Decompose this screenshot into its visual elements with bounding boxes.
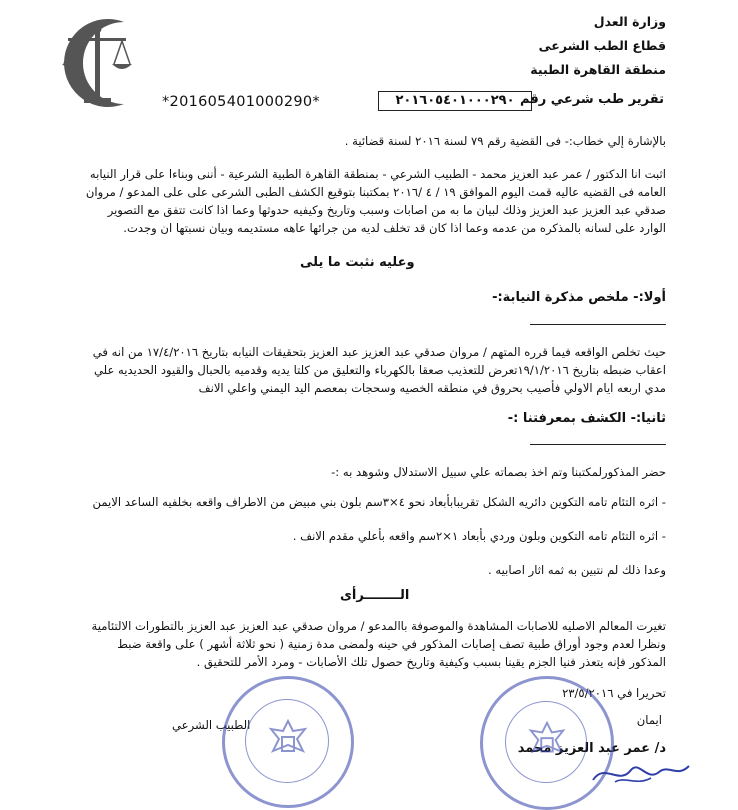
eagle-seal-icon xyxy=(525,719,569,763)
finding-3: وعدا ذلك لم نتبين به ثمه اثار اصابيه . xyxy=(488,563,666,577)
scales-of-justice-logo-icon xyxy=(38,14,156,112)
reference-line: بالإشارة إلي خطاب:- فى القضية رقم ٧٩ لسنة ٢٠١٦ لسنة قضائية . xyxy=(344,134,666,148)
doctor-title: الطبيب الشرعي xyxy=(172,718,251,732)
opinion-line-3: المذكور فإنه يتعذر فنيا الجزم يقينا بسبب وكيفية وتاريخ حصول تلك الأصابات - ومرد الأمر للتحقيق . xyxy=(196,655,666,669)
intro-line-3: صدقي عبد العزيز عبد العزيز وذلك لبيان ما به من اصابات وسبب وتاريخ وكيفيه حدوثها وعما اذا كانت تتفق مع التصوير xyxy=(107,203,666,217)
ministry-name: وزارة العدل xyxy=(593,14,666,29)
finding-1: - اثره التئام تامه التكوين دائريه الشكل تقريبابأبعاد نحو ٤×٣سم بلون بني مبيض من الاطراف واقعه بخلفيه الساعد الايمن xyxy=(92,495,666,509)
region-name: منطقة القاهرة الطبية xyxy=(530,62,666,77)
exam-intro: حضر المذكورلمكتبنا وتم اخذ بصماته علي سبيل الاستدلال وشوهد به :- xyxy=(331,465,666,479)
opinion-line-2: ونظرا لعدم وجود أوراق طبية تصف إصابات المذكور في حينه ولمضى مدة زمنية ( نحو ثلاثة أشهر ) على واقعة ضبط xyxy=(117,637,666,651)
official-stamp-icon xyxy=(222,676,354,808)
eagle-seal-icon xyxy=(265,717,311,763)
summary-line-3: مدي اربعه ايام الاولي فأصيب بحروق في منطقه الخصيه وسحجات بمعصم اليد اليمني واعلي الانف xyxy=(198,381,666,395)
doctor-name: د/ عمر عبد العزيز محمد xyxy=(517,741,666,756)
section-1-divider xyxy=(530,324,666,325)
summary-line-2: اعقاب ضبطه بتاريخ ١٩/١/٢٠١٦تعرض للتعذيب صعقا بالكهرباء والتعليق من كلتا يديه وقدميه بالحبال والقيود الحديديه علي xyxy=(93,363,666,377)
therefore-heading: وعليه نثبت ما يلى xyxy=(300,255,415,270)
date-line: تحريرا في ٢٣/٥/٢٠١٦ xyxy=(562,686,666,700)
handwritten-signature-icon xyxy=(585,752,695,792)
signature-word: ايمان xyxy=(636,713,662,727)
summary-line-1: حيث تخلص الواقعه فيما قرره المتهم / مروان صدقي عبد العزيز عبد العزيز بتحقيقات النيابه بتاريخ ١٧/٤/٢٠١٦ من انه في xyxy=(92,345,666,359)
finding-2: - اثره التئام تامه التكوين وبلون وردي بأبعاد ١×٢سم واقعه بأعلي مقدم الانف . xyxy=(292,529,666,543)
section-1-title: أولا:- ملخص مذكرة النيابة:- xyxy=(492,290,666,305)
report-number-box: ٢٠١٦٠٥٤٠١٠٠٠٢٩٠ xyxy=(378,91,532,111)
intro-line-4: الوارد على لسانه بالمذكره من عدمه وعما اذا كان قد تخلف لديه من جرائها عاهه مستديمه وبيان نسبتها ان وجدت. xyxy=(123,221,666,235)
opinion-title: الــــــــرأى xyxy=(340,588,410,603)
section-2-title: ثانيا:- الكشف بمعرفتنا :- xyxy=(507,411,666,426)
opinion-line-1: تغيرت المعالم الاصليه للاصابات المشاهدة والموصوفة باالمدعو / مروان صدقي عبد العزيز عبد العزيز بالتطورات الالتئامية xyxy=(91,619,666,633)
intro-line-1: اثبت انا الدكتور / عمر عبد العزيز محمد - الطبيب الشرعي - بمنطقة القاهرة الطبية الشرعية - أننى وبناءا على قرار النيابه xyxy=(89,167,666,181)
intro-line-2: العامه فى القضيه عاليه قمت اليوم الموافق ١٩ / ٤ /٢٠١٦ بمكتبنا بتوقيع الكشف الطبى الشرعى على على المدعو / مروان xyxy=(85,185,666,199)
section-2-divider xyxy=(530,444,666,445)
report-number-label: تقرير طب شرعي رقم xyxy=(520,92,664,107)
report-serial-latin: *201605401000290* xyxy=(162,94,320,110)
sector-name: قطاع الطب الشرعى xyxy=(538,38,666,53)
